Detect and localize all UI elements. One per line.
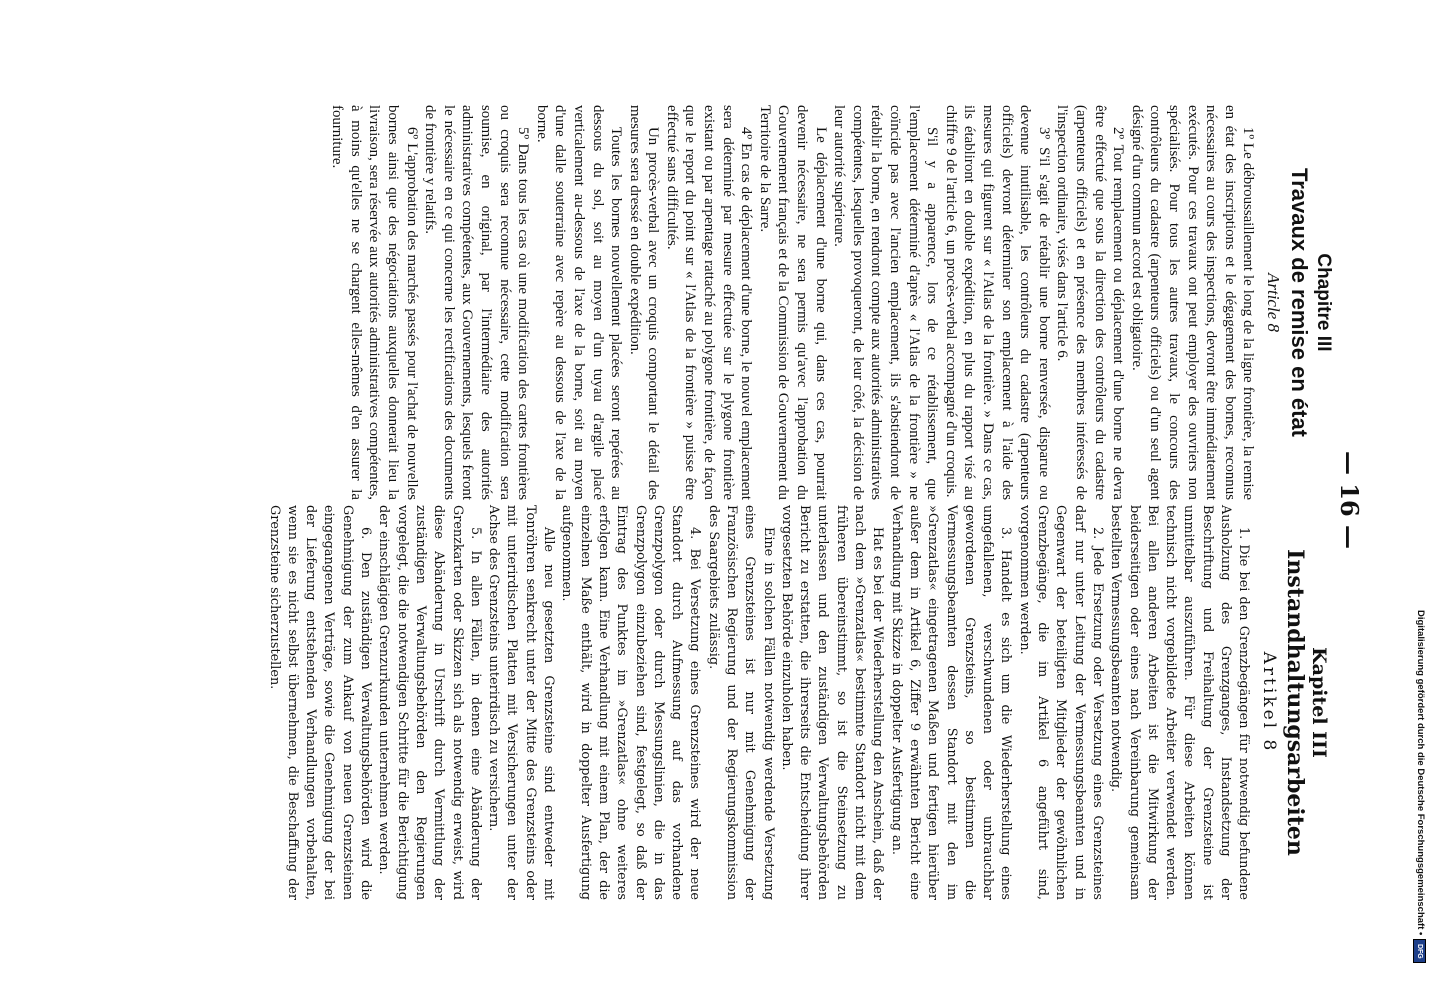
german-article-heading: Artikel 8 [1258, 651, 1279, 754]
german-paragraph: 4. Bei Versetzung eines Grenzsteines wird der neue Standort durch Aufmessung auf das vorhandene Grenzpolygon oder durch Messungslinien, die in das Grenzpolygon einzubeziehen sind, festgelegt, so daß der Eintrag des Punktes im »Grenzatlas« ohne weiteres erfolgen kann. Eine Verhandlung mit einem Plan, der die einzelnen Maße enthält, wird in doppelter Ausfertigung aufgenommen. [559, 505, 703, 900]
german-paragraph: 1. Die bei den Grenzbegängen für notwendig befundene Ausholzung des Grenzganges, Instandsetzung der Beschriftung und Freihaltung der Grenzsteine ist unmittelbar auszuführen. Für diese Arbeiten können technisch nicht vorgebildete Arbeiter verwendet werden. Bei allen anderen Arbeiten ist die Mitwirkung der beiderseitigen oder eines nach Vereinbarung gemeinsam bestellten Vermessungsbeamten notwendig. [1108, 505, 1252, 900]
french-paragraph: S'il y a apparence, lors de ce rétablissement, que l'emplacement déterminé d'après « l'Atlas de la frontière » ne coïncide pas avec l'ancien emplacement, ils s'abstiendront de rétablir la borne, en rendront compte aux autorités administratives compétentes, lesquelles provoqueront, de leur côté, la décision de leur autorité supérieure. [831, 105, 941, 500]
french-paragraph: Toutes les bornes nouvellement placées seront repérées au dessous du sol, soit au moyen d'un tuyau d'argile placé verticalement au-dessous de l'axe de la borne, soit au moyen d'une dalle souterraine avec repère au dessous de l'axe de la borne. [533, 105, 625, 500]
french-paragraph: 2º Tout remplacement ou déplacement d'une borne ne devra être effectué que sous la direction des contrôleurs du cadastre (arpenteurs officiels) et en présence des membres intéressés de l'inspection ordinaire, visés dans l'article 6. [1054, 105, 1127, 500]
french-paragraph: 3º S'il s'agit de rétablir une borne renversée, disparue ou devenue inutilisable, les contrôleurs du cadastre (arpenteurs officiels) devront déterminer son emplacement à l'aide des mesures qui figurent sur « l'Atlas de la frontière. » Dans ce cas, ils établiront en double expédition, en plus du rapport visé au chiffre 9 de l'article 6, un procès-verbal accompagné d'un croquis. [942, 105, 1052, 500]
dfg-logo-icon: DFG [1414, 939, 1427, 963]
french-paragraph: Un procès-verbal avec un croquis comportant le détail des mesures sera dressé en double expédition. [626, 105, 662, 500]
french-paragraph: Le déplacement d'une borne qui, dans ces cas, pourrait devenir nécessaire, ne sera permis qu'avec l'approbation du Gouvernement français et de la Commission de Gouvernement du Territoire de la Sarre. [756, 105, 829, 500]
german-chapter-title: Instandhaltungsarbeiten [1282, 549, 1309, 856]
french-paragraph: 6º L'approbation des marchés passés pour l'achat de nouvelles bornes ainsi que des négociations auxquelles donnerait lieu la livraison, sera réservée aux autorités administratives compétentes, à moins qu'elles ne se chargent elles-mêmes d'en assurer la fourniture. [329, 105, 420, 500]
german-chapter-heading: Kapitel III [1308, 647, 1330, 758]
german-paragraph: 6. Den zuständigen Verwaltungsbehörden wird die Genehmigung der zum Ankauf von neuen Grenzsteinen eingegangenen Verträge, sowie die Genehmigung der bei der Lieferung entstehenden Verhandlungen vorbehalten, wenn sie es nicht selbst übernehmen, die Beschaffung der Grenzsteine sicherzustellen. [266, 505, 374, 900]
german-paragraph: Alle neu gesetzten Grenzsteine sind entweder mit Tonröhren senkrecht unter der Mitte des Grenzsteins oder mit unterirdischen Platten mit Versicherungen unter der Achse des Grenzsteins unterirdisch zu versichern. [486, 505, 557, 900]
digitization-footer [1410, 610, 1430, 995]
german-column [264, 505, 1329, 900]
french-paragraph: 1º Le débroussaillement le long de la ligne frontière, la remise en état des inscriptions et le dégagement des bornes, reconnus nécessaires au cours des inspections, devront être immédiatement exécutés. Pour ces travaux ont peut employer des ouvriers non spécialisés. Pour tous les autres travaux, le concours des contrôleurs du cadastre (arpenteurs officiels) ou d'un seul agent désigné d'un commun accord est obligatoire. [1128, 105, 1257, 500]
french-chapter-heading: Chapitre III [1313, 253, 1334, 352]
german-paragraph: 3. Handelt es sich um die Wiederherstellung eines umgefallenen, verschwundenen oder unbrauchbar gewordenen Grenzsteins, so bestimmen die Vermessungsbeamten dessen Standort mit den im »Grenzatlas« eingetragenen Maßen und fertigen hierüber außer dem in Artikel 6, Ziffer 9 erwähnten Bericht eine Verhandlung mit Skizze in doppelter Ausfertigung an. [888, 505, 1014, 900]
french-paragraph: 4º En cas de déplacement d'une borne, le nouvel emplacement sera déterminé par mesure effectuée sur le plygone frontière existant ou par arpentage rattaché au polygone frontière, de façon que le report du point sur « l'Atlas de la frontière » puisse être effectué sans difficultés. [663, 105, 755, 500]
german-paragraph: Hat es bei der Wiederherstellung den Anschein, daß der nach dem »Grenzatlas« bestimmte Standort nicht mit dem früheren übereinstimmt, so ist die Steinsetzung zu unterlassen und den zuständigen Verwaltungsbehörden Bericht zu erstatten, die ihrerseits die Entscheidung ihrer vorgesetzten Behörde einzuholen haben. [778, 505, 886, 900]
french-paragraph: 5º Dans tous les cas où une modification des cartes frontières ou croquis sera reconnue nécessaire, cette modification sera soumise, en original, par l'intermédiaire des autorités administratives compétentes, aux Gouvernements, lesquels feront le nécessaire en ce qui concerne les rectifications des documents de frontière y relatifs. [422, 105, 532, 500]
french-chapter-title: Travaux de remise en état [1287, 167, 1313, 438]
german-paragraph: 5. In allen Fällen, in denen eine Abänderung der Grenzkarten oder Skizzen sich als notwendig erweist, wird diese Abänderung in Urschrift durch Vermittlung der zuständigen Verwaltungsbehörden den Regierungen vorgelegt, die die notwendigen Schritte für die Berichtigung der einschlägigen Grenzurkunden unternehmen werden. [376, 505, 483, 900]
german-paragraph: Eine in solchen Fällen notwendig werdende Versetzung eines Grenzsteines ist nur mit Genehmigung der Französischen Regierung und der Regierungskommission des Saargebiets zulässig. [705, 505, 776, 900]
footer-text: Digitalisierung gefördert durch die Deutsche Forschungsgemeinschaft • [1415, 610, 1426, 936]
french-column [328, 105, 1334, 500]
french-article-heading: Article 8 [1263, 272, 1283, 332]
german-paragraph: 2. Jede Ersetzung oder Versetzung eines Grenzsteines darf nur unter Leitung der Vermessungsbeamten und in Gegenwart der beteiligten Mitglieder der gewöhnlichen Grenzbegänge, die im Artikel 6 angeführt sind, vorgenommen werden. [1016, 505, 1105, 900]
page-number: — 16 — [1335, 450, 1364, 550]
